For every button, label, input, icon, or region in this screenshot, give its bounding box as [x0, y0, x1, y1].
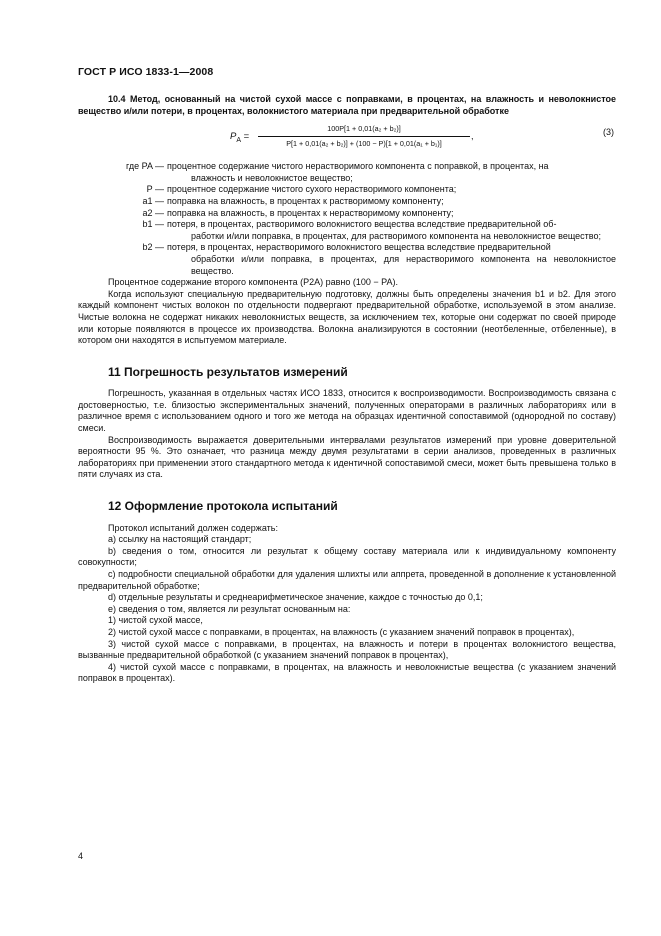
report-item-d: d) отдельные результаты и среднеарифметическое значение, каждое с точностью до 0,1; [108, 592, 483, 603]
report-item-a: a) ссылку на настоящий стандарт; [108, 534, 252, 545]
section-12-intro: Протокол испытаний должен содержать: [108, 522, 278, 533]
section-11-paragraph-1: Погрешность, указанная в отдельных частях ИСО 1833, относится к воспроизводимости. Воспроизводимость связана с достоверностью, т.е. близостью экспериментальных значений, полученных операторами в различных лабораториях или в различное время с использованием одного и того же метода на образцах идентичной сопоставимой (однородной по составу) смеси. [78, 388, 616, 434]
report-subitem-1: 1) чистой сухой массе, [108, 615, 203, 626]
formula-denominator: P[1 + 0,01(a₂ + b₂)] + (100 − P)[1 + 0,01(a₁ + b₁)] [286, 138, 442, 148]
pretreatment-paragraph: Когда используют специальную предварительную подготовку, должны быть определены значения b1 и b2. Для этого каждый компонент чистых волокон по отдельности подвергают предварительной обработке, используемой в этом анализе. Чистые волокна не содержат никаких неволокнистых веществ, за исключением тех, которые они содержат по своей природе или которые появляются в процессе их производства. Волокна анализируются в состоянии (неотбеленные, отбеленные), в котором они находятся в испытуемом материале. [78, 288, 616, 346]
definition-item: b2 — потеря, в процентах, нерастворимого волокнистого вещества вследствие предварительной обработки и/или поправка, в процентах, для нерастворимого компонента на неволокнистое вещество. [142, 242, 616, 276]
report-item-b: b) сведения о том, относится ли результат к общему составу материала или к индивидуальному компоненту совокупности; [78, 545, 616, 568]
formula-fraction [258, 123, 470, 149]
document-header: ГОСТ Р ИСО 1833-1—2008 [78, 66, 214, 78]
definition-item: a2 — поправка на влажность, в процентах к нерастворимому компоненту; [142, 207, 454, 218]
report-subitem-2: 2) чистой сухой массе с поправками, в процентах, на влажность (с указанием значений поправок в процентах), [108, 626, 575, 637]
formula-lhs: $P_A$ = [230, 131, 250, 145]
formula-numerator: 100P[1 + 0,01(a₂ + b₂)] [258, 123, 470, 137]
second-component-note: Процентное содержание второго компонента (P2A) равно (100 − PA). [108, 277, 398, 288]
definition-item: a1 — поправка на влажность, в процентах к растворимому компоненту; [142, 195, 444, 206]
report-subitem-4: 4) чистой сухой массе с поправками, в процентах, на влажность и неволокнистые вещества (с указанием значений поправок в процентах). [78, 661, 616, 684]
section-10-4-title: 10.4 Метод, основанный на чистой сухой массе с поправками, в процентах, на влажность и неволокнистое вещество и/или потери, в процентах, волокнистого материала при предварительной обработке [78, 94, 616, 116]
formula-3: $P_A$ = $\frac{\text{100P[1 + 0,01(a₂ + b₂)]}}{\text{P[1 + 0,01(a₂ + b₂)] + (100 − P)[1 + 0,01(a₁ + b₁)]}}$ , (3) [230, 124, 614, 148]
report-item-e: e) сведения о том, является ли результат основанным на: [108, 603, 351, 614]
section-11-title: 11 Погрешность результатов измерений [108, 364, 348, 379]
definition-list [78, 161, 616, 277]
report-item-c: c) подробности специальной обработки для удаления шлихты или аппрета, проведенной в дополнение к установленной предварительной обработке; [78, 569, 616, 591]
definition-item: где PA — процентное содержание чистого нерастворимого компонента с поправкой, в процентах, на влажность и неволокнистое вещество; [126, 161, 549, 183]
section-12-title: 12 Оформление протокола испытаний [108, 499, 338, 514]
section-11-paragraph-2: Воспроизводимость выражается доверительными интервалами результатов измерений при уровне доверительной вероятности 95 %. Это означает, что разница между двумя результатами в серии анализов, проведенных в различных лабораториях при применении этого стандартного метода к идентичной сопоставимой смеси, может быть превышена только в пяти случаях из ста. [78, 434, 616, 480]
page-number: 4 [78, 851, 84, 861]
page-content [78, 94, 616, 685]
definition-item: b1 — потеря, в процентах, растворимого волокнистого вещества вследствие предварительной об- работки и/или поправка, в процентах, для растворимого компонента на неволокнистое вещество; [142, 219, 601, 241]
report-subitem-3: 3) чистой сухой массе с поправками, в процентах, на влажность и потери в процентах волокнистого вещества, вызванные предварительной обработкой (с указанием значений поправок в процентах), [78, 638, 616, 661]
definition-item: P — процентное содержание чистого сухого нерастворимого компонента; [146, 184, 457, 195]
formula-number: (3) [603, 127, 614, 138]
